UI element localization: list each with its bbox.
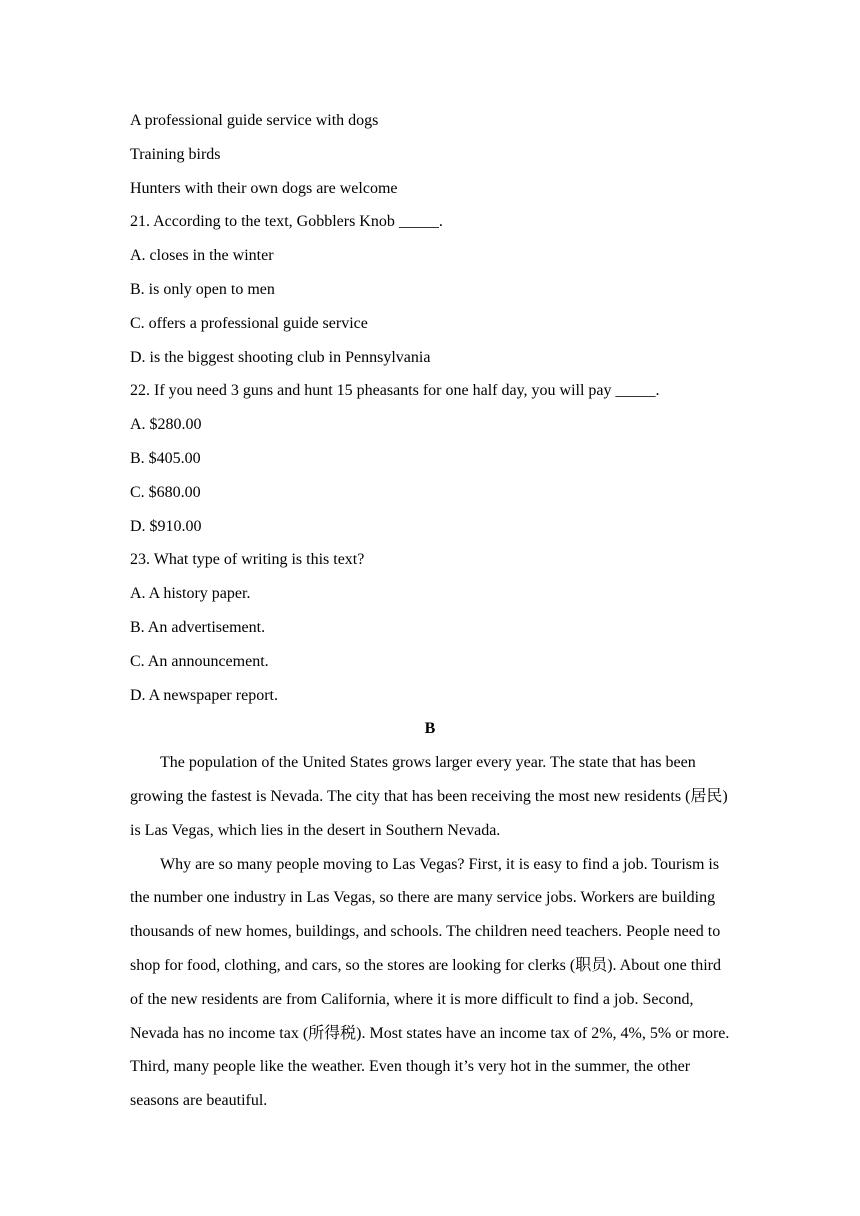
document-page bbox=[130, 104, 730, 1118]
option-22-d: D. $910.00 bbox=[130, 517, 202, 535]
list-item: Hunters with their own dogs are welcome bbox=[130, 179, 398, 197]
passage-paragraph-2: Why are so many people moving to Las Vegas? First, it is easy to find a job. Tourism is the number one industry in Las Vegas, so there are many service jobs. Workers are building thousands of new homes, buildings, and schools. The children need teachers. People need to shop for food, clothing, and cars, so the stores are looking for clerks (职员). About one third of the new residents are from California, where it is more difficult to find a job. Second, Nevada has no income tax (所得税). Most states have an income tax of 2%, 4%, 5% or more. Third, many people like the weather. Even though it’s very hot in the summer, the other seasons are beautiful. bbox=[130, 855, 730, 1110]
section-b-title: B bbox=[424, 720, 436, 738]
question-23: 23. What type of writing is this text? bbox=[130, 551, 365, 569]
question-22: 22. If you need 3 guns and hunt 15 pheasants for one half day, you will pay _____. bbox=[130, 382, 660, 400]
question-21: 21. According to the text, Gobblers Knob _____. bbox=[130, 213, 443, 231]
passage-paragraph-1: The population of the United States grows larger every year. The state that has been growing the fastest is Nevada. The city that has been receiving the most new residents (居民) is Las Vegas, which lies in the desert in Southern Nevada. bbox=[130, 754, 728, 839]
option-21-b: B. is only open to men bbox=[130, 280, 275, 298]
option-23-b: B. An advertisement. bbox=[130, 618, 266, 636]
list-item: A professional guide service with dogs bbox=[130, 112, 379, 129]
option-21-c: C. offers a professional guide service bbox=[130, 314, 368, 332]
option-23-c: C. An announcement. bbox=[130, 652, 269, 670]
list-item: Training birds bbox=[130, 145, 221, 163]
option-23-d: D. A newspaper report. bbox=[130, 686, 278, 704]
option-22-a: A. $280.00 bbox=[130, 416, 202, 434]
option-22-b: B. $405.00 bbox=[130, 449, 201, 467]
option-21-a: A. closes in the winter bbox=[130, 247, 274, 265]
option-22-c: C. $680.00 bbox=[130, 483, 201, 501]
option-23-a: A. A history paper. bbox=[130, 585, 251, 603]
option-21-d: D. is the biggest shooting club in Pennsylvania bbox=[130, 348, 431, 366]
